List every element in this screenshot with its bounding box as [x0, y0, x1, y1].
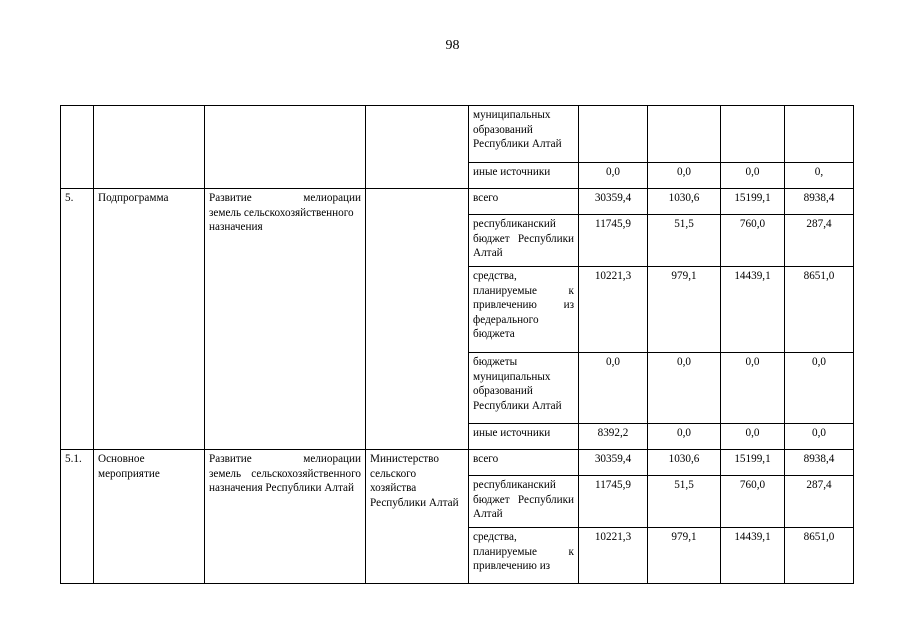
source-cell: средства, планируемые к привлечению из [469, 528, 579, 584]
value-cell: 0,0 [579, 163, 648, 189]
value-cell: 1030,6 [648, 189, 721, 215]
value-cell: 30359,4 [579, 450, 648, 476]
value-cell: 0,0 [785, 353, 854, 424]
value-cell: 979,1 [648, 528, 721, 584]
value-cell: 30359,4 [579, 189, 648, 215]
type-cell [94, 106, 205, 189]
source-cell: всего [469, 189, 579, 215]
value-cell: 760,0 [721, 215, 785, 267]
executor-cell [366, 106, 469, 189]
value-cell: 979,1 [648, 267, 721, 353]
value-cell: 1030,6 [648, 450, 721, 476]
type-cell: Основное мероприятие [94, 450, 205, 584]
source-cell: иные источники [469, 163, 579, 189]
source-cell: республиканский бюджет Республики Алтай [469, 476, 579, 528]
page-number: 98 [445, 38, 460, 53]
source-cell: средства, планируемые к привлечению из федерального бюджета [469, 267, 579, 353]
num-cell: 5. [61, 189, 94, 450]
name-cell [205, 106, 366, 189]
source-cell: иные источники [469, 424, 579, 450]
value-cell: 0, [785, 163, 854, 189]
value-cell: 287,4 [785, 215, 854, 267]
table-row [61, 450, 854, 476]
value-cell: 0,0 [785, 424, 854, 450]
program-funding-table [60, 105, 854, 584]
value-cell: 287,4 [785, 476, 854, 528]
source-cell: республиканский бюджет Республики Алтай [469, 215, 579, 267]
executor-cell [366, 189, 469, 450]
value-cell: 0,0 [648, 353, 721, 424]
name-cell: Развитие мелиорации земель сельскохозяйственного назначения [205, 189, 366, 450]
value-cell: 14439,1 [721, 528, 785, 584]
table-row [61, 189, 854, 215]
value-cell: 8938,4 [785, 450, 854, 476]
type-cell: Подпрограмма [94, 189, 205, 450]
value-cell: 0,0 [648, 163, 721, 189]
value-cell: 0,0 [648, 424, 721, 450]
value-cell: 14439,1 [721, 267, 785, 353]
num-cell [61, 106, 94, 189]
source-cell: бюджеты муниципальных образований Республики Алтай [469, 353, 579, 424]
value-cell: 8651,0 [785, 528, 854, 584]
source-cell: всего [469, 450, 579, 476]
value-cell: 8392,2 [579, 424, 648, 450]
value-cell: 8651,0 [785, 267, 854, 353]
value-cell: 760,0 [721, 476, 785, 528]
value-cell: 10221,3 [579, 528, 648, 584]
value-cell: 0,0 [579, 353, 648, 424]
table-row [61, 106, 854, 163]
value-cell: 0,0 [721, 163, 785, 189]
executor-cell: Министерство сельского хозяйства Республики Алтай [366, 450, 469, 584]
value-cell: 0,0 [721, 353, 785, 424]
source-cell: муниципальных образований Республики Алтай [469, 106, 579, 163]
name-cell: Развитие мелиорации земель сельскохозяйственного назначения Республики Алтай [205, 450, 366, 584]
value-cell: 15199,1 [721, 450, 785, 476]
value-cell: 51,5 [648, 215, 721, 267]
num-cell: 5.1. [61, 450, 94, 584]
value-cell: 11745,9 [579, 215, 648, 267]
value-cell: 10221,3 [579, 267, 648, 353]
value-cell: 8938,4 [785, 189, 854, 215]
value-cell: 0,0 [721, 424, 785, 450]
value-cell: 51,5 [648, 476, 721, 528]
value-cell: 11745,9 [579, 476, 648, 528]
value-cell: 15199,1 [721, 189, 785, 215]
